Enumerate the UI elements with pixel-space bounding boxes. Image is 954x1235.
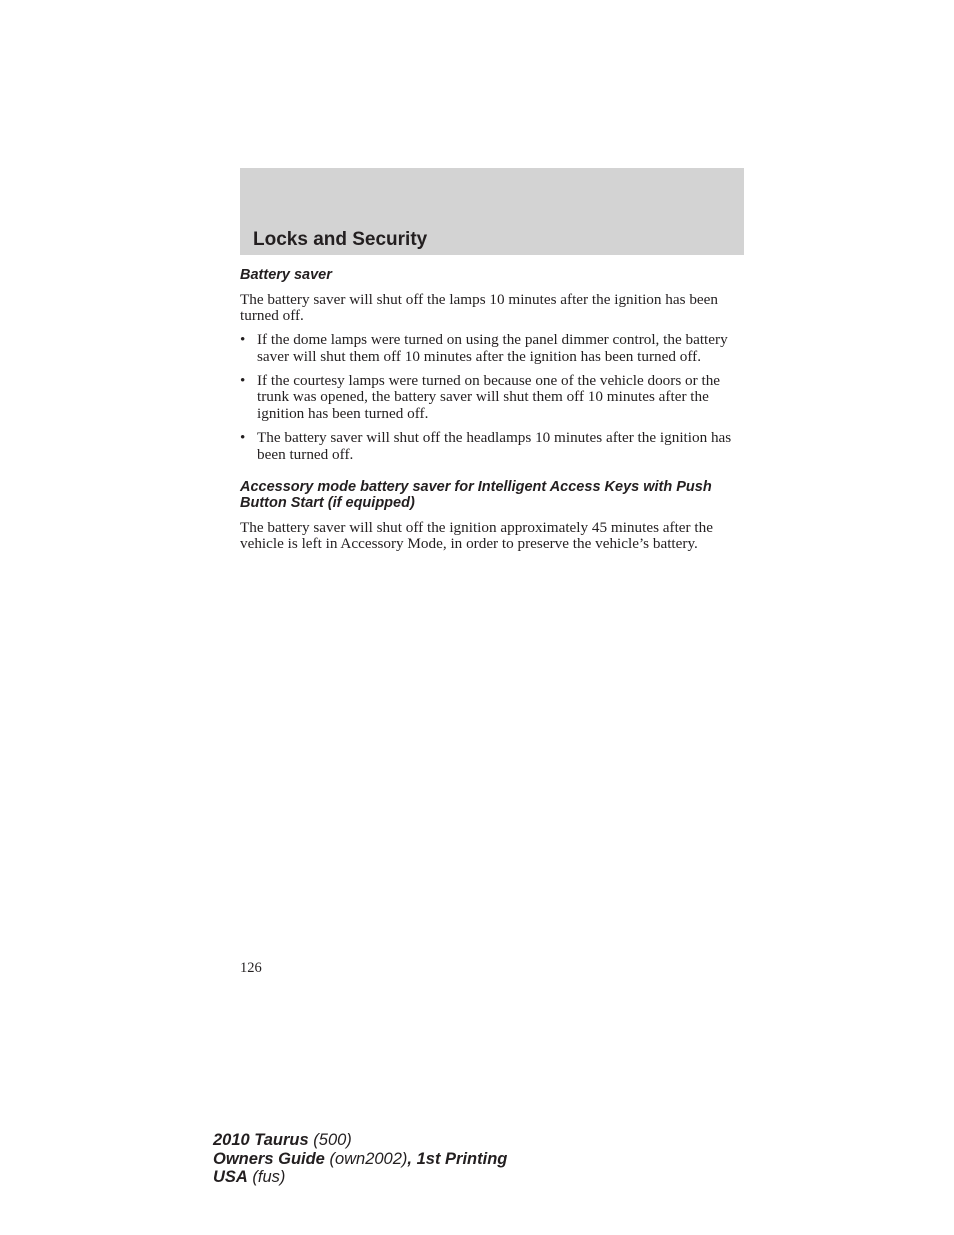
- list-item: [240, 373, 746, 423]
- document-footer: [213, 1131, 507, 1187]
- accessory-saver-body: The battery saver will shut off the ignition approximately 45 minutes after the vehicle is left in Accessory Mode, in order to preserve the vehicle’s battery.: [240, 518, 713, 553]
- footer-line-market: [213, 1168, 507, 1187]
- list-item-text: If the dome lamps were turned on using the panel dimmer control, the battery saver will shut them off 10 minutes after the ignition has been turned off.: [257, 331, 728, 365]
- battery-saver-intro: The battery saver will shut off the lamps 10 minutes after the ignition has been turned off.: [240, 290, 719, 325]
- footer-market-code: (fus): [247, 1168, 286, 1186]
- section-title: Locks and Security: [253, 229, 428, 250]
- accessory-saver-heading: Accessory mode battery saver for Intelligent Access Keys with Push Button Start (if equipped): [240, 478, 712, 512]
- footer-line-model: [213, 1131, 507, 1150]
- list-item-text: The battery saver will shut off the headlamps 10 minutes after the ignition has been turned off.: [257, 429, 732, 463]
- battery-saver-bullet-list: [240, 332, 746, 464]
- battery-saver-heading: Battery saver: [240, 267, 332, 283]
- footer-printing: , 1st Printing: [407, 1149, 508, 1168]
- bullet-icon: •: [240, 331, 246, 349]
- list-item: [240, 430, 746, 464]
- footer-line-guide: [213, 1150, 507, 1169]
- footer-market: USA: [213, 1168, 248, 1186]
- footer-model: 2010 Taurus: [213, 1131, 309, 1149]
- page-content: [240, 267, 746, 560]
- section-header-band: [240, 168, 744, 255]
- footer-model-code: (500): [308, 1131, 352, 1149]
- list-item-text: If the courtesy lamps were turned on because one of the vehicle doors or the trunk was opened, the battery saver will shut them off 10 minutes after the ignition has been turned off.: [257, 371, 721, 423]
- page-number: 126: [240, 960, 262, 976]
- bullet-icon: •: [240, 429, 246, 447]
- bullet-icon: •: [240, 371, 246, 389]
- footer-guide-code: (own2002): [324, 1149, 408, 1168]
- footer-guide: Owners Guide: [213, 1149, 325, 1168]
- list-item: [240, 332, 746, 366]
